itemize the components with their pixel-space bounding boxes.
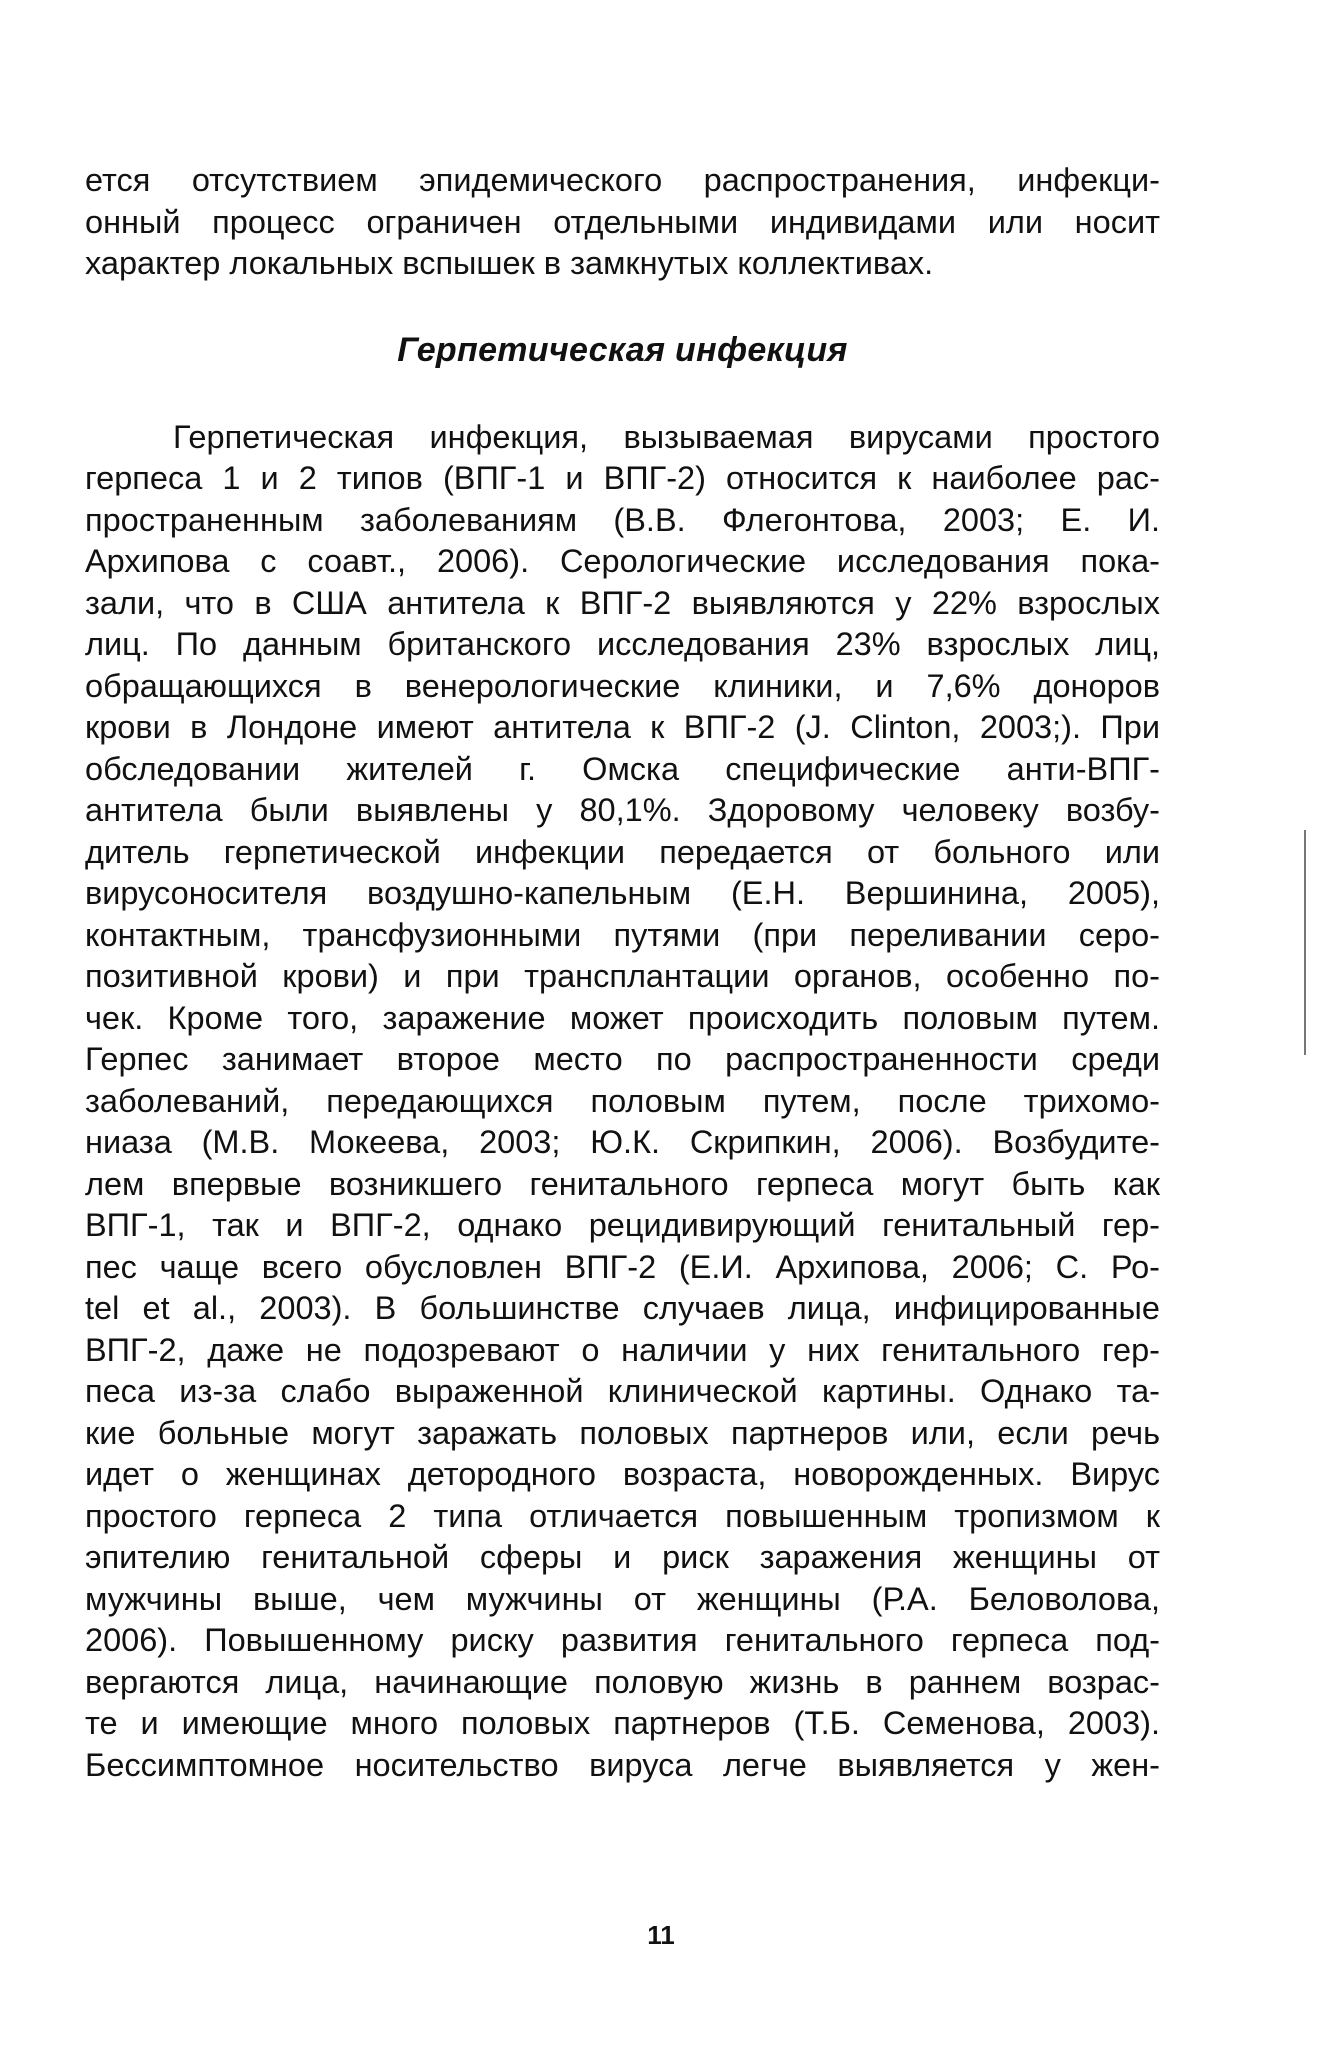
text-line: ется отсутствием эпидемического распространения, инфекци- xyxy=(85,162,1160,198)
text-line: лем впервые возникшего генитального герпеса могут быть как xyxy=(85,1165,1160,1202)
text-line: ниаза (М.В. Мокеева, 2003; Ю.К. Скрипкин, 2006). Возбудите- xyxy=(85,1124,1160,1160)
text-line: Герпетическая инфекция, вызываемая вирусами простого xyxy=(173,418,1160,455)
text-line: обследовании жителей г. Омска специфические анти-ВПГ- xyxy=(85,750,1160,787)
text-line: онный процесс ограничен отдельными индивидами или носит xyxy=(85,203,1160,240)
text-line: дитель герпетической инфекции передается от больного или xyxy=(85,833,1160,870)
text-line: идет о женщинах детородного возраста, новорожденных. Вирус xyxy=(85,1456,1160,1492)
text-line: зали, что в США антитела к ВПГ-2 выявляются у 22% взрослых xyxy=(85,584,1160,621)
text-line: эпителию генитальной сферы и риск заражения женщины от xyxy=(85,1539,1160,1575)
body-paragraph xyxy=(85,417,1160,1787)
intro-paragraph xyxy=(85,160,1160,285)
text-line: 2006). Повышенному риску развития генитального герпеса под- xyxy=(85,1622,1160,1658)
text-line: пес чаще всего обусловлен ВПГ-2 (Е.И. Архипова, 2006; С. Ро- xyxy=(85,1248,1160,1285)
text-line: простого герпеса 2 типа отличается повышенным тропизмом к xyxy=(85,1497,1160,1534)
text-line: те и имеющие много половых партнеров (Т.Б. Семенова, 2003). xyxy=(85,1705,1160,1741)
text-line: пространенным заболеваниям (В.В. Флегонтова, 2003; Е. И. xyxy=(85,501,1160,538)
text-line: вирусоносителя воздушно-капельным (Е.Н. Вершинина, 2005), xyxy=(85,875,1160,911)
text-line: Архипова с соавт., 2006). Серологические исследования пока- xyxy=(85,543,1160,579)
text-line: антитела были выявлены у 80,1%. Здоровому человеку возбу- xyxy=(85,792,1160,828)
text-line: контактным, трансфузионными путями (при переливании серо- xyxy=(85,916,1160,953)
text-line: вергаются лица, начинающие половую жизнь в раннем возрас- xyxy=(85,1663,1160,1700)
text-line: чек. Кроме того, заражение может происходить половым путем. xyxy=(85,999,1160,1036)
text-line: Герпес занимает второе место по распространенности среди xyxy=(85,1041,1160,1077)
text-line: мужчины выше, чем мужчины от женщины (Р.А. Беловолова, xyxy=(85,1580,1160,1617)
text-line: ВПГ-2, даже не подозревают о наличии у них генитального гер- xyxy=(85,1331,1160,1368)
text-line: позитивной крови) и при трансплантации органов, особенно по- xyxy=(85,958,1160,994)
text-line: лиц. По данным британского исследования 23% взрослых лиц, xyxy=(85,626,1160,662)
page-body xyxy=(85,160,1160,1786)
text-line: кие больные могут заражать половых партнеров или, если речь xyxy=(85,1414,1160,1451)
page-number: 11 xyxy=(647,1920,675,1950)
section-title: Герпетическая инфекция xyxy=(397,330,848,369)
text-line: tel et al., 2003). В большинстве случаев лица, инфицированные xyxy=(85,1290,1160,1326)
text-line: Бессимптомное носительство вируса легче выявляется у жен- xyxy=(85,1746,1160,1783)
text-line: обращающихся в венерологические клиники, и 7,6% доноров xyxy=(85,667,1160,704)
scan-margin-mark xyxy=(1304,830,1306,1055)
text-line: ВПГ-1, так и ВПГ-2, однако рецидивирующий генитальный гер- xyxy=(85,1207,1160,1243)
text-line: заболеваний, передающихся половым путем, после трихомо- xyxy=(85,1082,1160,1119)
text-line: характер локальных вспышек в замкнутых коллективах. xyxy=(85,245,934,281)
text-line: песа из-за слабо выраженной клинической картины. Однако та- xyxy=(85,1373,1160,1409)
text-line: герпеса 1 и 2 типов (ВПГ-1 и ВПГ-2) относится к наиболее рас- xyxy=(85,460,1160,496)
text-line: крови в Лондоне имеют антитела к ВПГ-2 (J. Clinton, 2003;). При xyxy=(85,709,1160,745)
